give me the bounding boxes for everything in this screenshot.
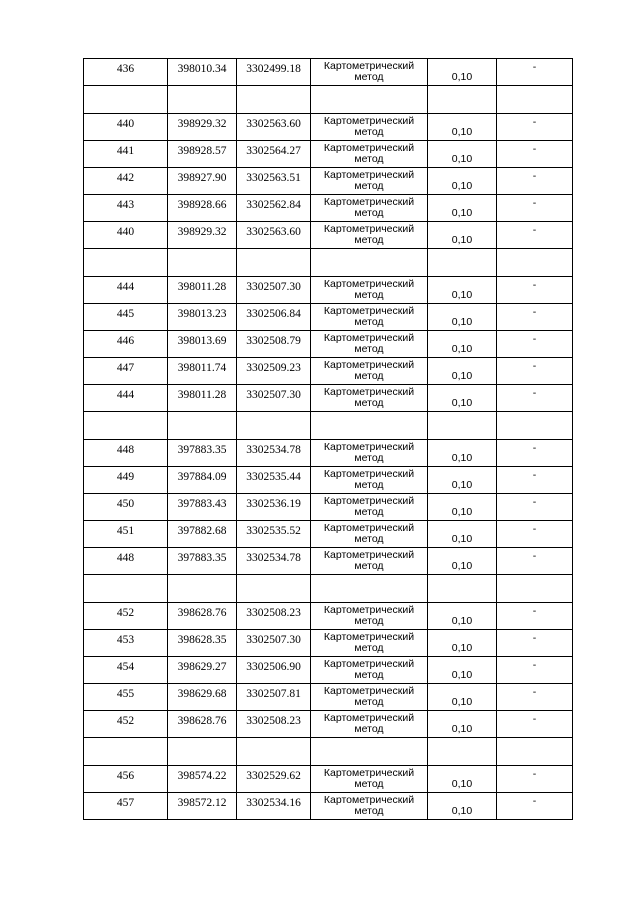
y-coordinate-cell: 3302507.30 xyxy=(237,630,311,657)
y-coordinate-cell: 3302509.23 xyxy=(237,358,311,385)
empty-cell xyxy=(428,86,497,114)
coordinates-table-body xyxy=(84,59,573,820)
table-row xyxy=(84,521,573,548)
note-cell: - xyxy=(497,793,573,820)
accuracy-cell: 0,10 xyxy=(428,168,497,195)
x-coordinate-cell: 398929.32 xyxy=(168,222,237,249)
note-cell: - xyxy=(497,548,573,575)
y-coordinate-cell: 3302563.60 xyxy=(237,114,311,141)
y-coordinate-cell: 3302535.52 xyxy=(237,521,311,548)
empty-cell xyxy=(168,249,237,277)
x-coordinate-cell: 398628.76 xyxy=(168,711,237,738)
note-cell: - xyxy=(497,494,573,521)
table-row xyxy=(84,766,573,793)
y-coordinate-cell: 3302562.84 xyxy=(237,195,311,222)
note-cell: - xyxy=(497,766,573,793)
empty-cell xyxy=(237,412,311,440)
y-coordinate-cell: 3302535.44 xyxy=(237,467,311,494)
accuracy-cell: 0,10 xyxy=(428,603,497,630)
empty-cell xyxy=(497,575,573,603)
empty-cell xyxy=(497,738,573,766)
method-cell: Картометрический метод xyxy=(311,684,428,711)
table-separator-row xyxy=(84,738,573,766)
empty-cell xyxy=(311,412,428,440)
point-number-cell: 448 xyxy=(84,548,168,575)
y-coordinate-cell: 3302506.84 xyxy=(237,304,311,331)
point-number-cell: 441 xyxy=(84,141,168,168)
table-row xyxy=(84,603,573,630)
x-coordinate-cell: 398629.68 xyxy=(168,684,237,711)
accuracy-cell: 0,10 xyxy=(428,711,497,738)
note-cell: - xyxy=(497,385,573,412)
table-row xyxy=(84,141,573,168)
method-cell: Картометрический метод xyxy=(311,358,428,385)
y-coordinate-cell: 3302534.16 xyxy=(237,793,311,820)
table-row xyxy=(84,222,573,249)
method-cell: Картометрический метод xyxy=(311,603,428,630)
y-coordinate-cell: 3302563.51 xyxy=(237,168,311,195)
note-cell: - xyxy=(497,657,573,684)
point-number-cell: 443 xyxy=(84,195,168,222)
note-cell: - xyxy=(497,358,573,385)
y-coordinate-cell: 3302499.18 xyxy=(237,59,311,86)
accuracy-cell: 0,10 xyxy=(428,440,497,467)
table-row xyxy=(84,494,573,521)
note-cell: - xyxy=(497,304,573,331)
table-row xyxy=(84,630,573,657)
note-cell: - xyxy=(497,630,573,657)
method-cell: Картометрический метод xyxy=(311,521,428,548)
method-cell: Картометрический метод xyxy=(311,793,428,820)
table-separator-row xyxy=(84,575,573,603)
method-cell: Картометрический метод xyxy=(311,440,428,467)
empty-cell xyxy=(428,249,497,277)
table-row xyxy=(84,358,573,385)
note-cell: - xyxy=(497,711,573,738)
x-coordinate-cell: 398928.66 xyxy=(168,195,237,222)
accuracy-cell: 0,10 xyxy=(428,467,497,494)
point-number-cell: 454 xyxy=(84,657,168,684)
method-cell: Картометрический метод xyxy=(311,195,428,222)
x-coordinate-cell: 398011.28 xyxy=(168,277,237,304)
note-cell: - xyxy=(497,603,573,630)
table-row xyxy=(84,195,573,222)
note-cell: - xyxy=(497,331,573,358)
empty-cell xyxy=(428,575,497,603)
point-number-cell: 457 xyxy=(84,793,168,820)
point-number-cell: 440 xyxy=(84,114,168,141)
x-coordinate-cell: 398628.35 xyxy=(168,630,237,657)
table-row xyxy=(84,114,573,141)
accuracy-cell: 0,10 xyxy=(428,304,497,331)
y-coordinate-cell: 3302507.81 xyxy=(237,684,311,711)
note-cell: - xyxy=(497,277,573,304)
y-coordinate-cell: 3302534.78 xyxy=(237,548,311,575)
y-coordinate-cell: 3302529.62 xyxy=(237,766,311,793)
method-cell: Картометрический метод xyxy=(311,548,428,575)
table-row xyxy=(84,168,573,195)
note-cell: - xyxy=(497,684,573,711)
empty-cell xyxy=(84,249,168,277)
x-coordinate-cell: 397883.43 xyxy=(168,494,237,521)
empty-cell xyxy=(311,86,428,114)
point-number-cell: 447 xyxy=(84,358,168,385)
method-cell: Картометрический метод xyxy=(311,304,428,331)
point-number-cell: 442 xyxy=(84,168,168,195)
empty-cell xyxy=(168,738,237,766)
empty-cell xyxy=(428,738,497,766)
table-row xyxy=(84,385,573,412)
note-cell: - xyxy=(497,440,573,467)
method-cell: Картометрический метод xyxy=(311,222,428,249)
accuracy-cell: 0,10 xyxy=(428,277,497,304)
table-row xyxy=(84,331,573,358)
accuracy-cell: 0,10 xyxy=(428,331,497,358)
note-cell: - xyxy=(497,59,573,86)
table-separator-row xyxy=(84,249,573,277)
accuracy-cell: 0,10 xyxy=(428,766,497,793)
accuracy-cell: 0,10 xyxy=(428,141,497,168)
accuracy-cell: 0,10 xyxy=(428,222,497,249)
accuracy-cell: 0,10 xyxy=(428,114,497,141)
x-coordinate-cell: 397883.35 xyxy=(168,548,237,575)
method-cell: Картометрический метод xyxy=(311,277,428,304)
accuracy-cell: 0,10 xyxy=(428,548,497,575)
accuracy-cell: 0,10 xyxy=(428,630,497,657)
coordinates-table xyxy=(83,58,573,820)
method-cell: Картометрический метод xyxy=(311,141,428,168)
empty-cell xyxy=(84,412,168,440)
table-row xyxy=(84,711,573,738)
empty-cell xyxy=(428,412,497,440)
table-row xyxy=(84,793,573,820)
method-cell: Картометрический метод xyxy=(311,59,428,86)
x-coordinate-cell: 398572.12 xyxy=(168,793,237,820)
empty-cell xyxy=(168,412,237,440)
table-row xyxy=(84,548,573,575)
table-row xyxy=(84,684,573,711)
y-coordinate-cell: 3302534.78 xyxy=(237,440,311,467)
y-coordinate-cell: 3302536.19 xyxy=(237,494,311,521)
x-coordinate-cell: 397883.35 xyxy=(168,440,237,467)
point-number-cell: 444 xyxy=(84,277,168,304)
table-separator-row xyxy=(84,412,573,440)
x-coordinate-cell: 398011.28 xyxy=(168,385,237,412)
y-coordinate-cell: 3302507.30 xyxy=(237,277,311,304)
accuracy-cell: 0,10 xyxy=(428,358,497,385)
x-coordinate-cell: 398629.27 xyxy=(168,657,237,684)
y-coordinate-cell: 3302506.90 xyxy=(237,657,311,684)
empty-cell xyxy=(237,738,311,766)
point-number-cell: 436 xyxy=(84,59,168,86)
method-cell: Картометрический метод xyxy=(311,711,428,738)
note-cell: - xyxy=(497,168,573,195)
table-row xyxy=(84,657,573,684)
empty-cell xyxy=(84,86,168,114)
table-row xyxy=(84,277,573,304)
empty-cell xyxy=(84,738,168,766)
point-number-cell: 444 xyxy=(84,385,168,412)
y-coordinate-cell: 3302508.79 xyxy=(237,331,311,358)
note-cell: - xyxy=(497,195,573,222)
accuracy-cell: 0,10 xyxy=(428,793,497,820)
y-coordinate-cell: 3302507.30 xyxy=(237,385,311,412)
method-cell: Картометрический метод xyxy=(311,630,428,657)
point-number-cell: 451 xyxy=(84,521,168,548)
x-coordinate-cell: 398929.32 xyxy=(168,114,237,141)
accuracy-cell: 0,10 xyxy=(428,494,497,521)
empty-cell xyxy=(84,575,168,603)
method-cell: Картометрический метод xyxy=(311,331,428,358)
point-number-cell: 449 xyxy=(84,467,168,494)
note-cell: - xyxy=(497,521,573,548)
point-number-cell: 448 xyxy=(84,440,168,467)
point-number-cell: 445 xyxy=(84,304,168,331)
empty-cell xyxy=(168,86,237,114)
note-cell: - xyxy=(497,114,573,141)
x-coordinate-cell: 398927.90 xyxy=(168,168,237,195)
point-number-cell: 446 xyxy=(84,331,168,358)
table-row xyxy=(84,467,573,494)
y-coordinate-cell: 3302508.23 xyxy=(237,603,311,630)
empty-cell xyxy=(497,412,573,440)
note-cell: - xyxy=(497,141,573,168)
accuracy-cell: 0,10 xyxy=(428,657,497,684)
empty-cell xyxy=(237,86,311,114)
y-coordinate-cell: 3302564.27 xyxy=(237,141,311,168)
empty-cell xyxy=(497,86,573,114)
accuracy-cell: 0,10 xyxy=(428,59,497,86)
point-number-cell: 452 xyxy=(84,603,168,630)
point-number-cell: 456 xyxy=(84,766,168,793)
method-cell: Картометрический метод xyxy=(311,657,428,684)
point-number-cell: 455 xyxy=(84,684,168,711)
empty-cell xyxy=(311,249,428,277)
x-coordinate-cell: 398574.22 xyxy=(168,766,237,793)
x-coordinate-cell: 398013.23 xyxy=(168,304,237,331)
method-cell: Картометрический метод xyxy=(311,114,428,141)
point-number-cell: 453 xyxy=(84,630,168,657)
accuracy-cell: 0,10 xyxy=(428,195,497,222)
x-coordinate-cell: 397882.68 xyxy=(168,521,237,548)
empty-cell xyxy=(311,738,428,766)
point-number-cell: 452 xyxy=(84,711,168,738)
x-coordinate-cell: 398013.69 xyxy=(168,331,237,358)
note-cell: - xyxy=(497,222,573,249)
accuracy-cell: 0,10 xyxy=(428,684,497,711)
x-coordinate-cell: 398928.57 xyxy=(168,141,237,168)
table-row xyxy=(84,440,573,467)
empty-cell xyxy=(237,249,311,277)
note-cell: - xyxy=(497,467,573,494)
x-coordinate-cell: 397884.09 xyxy=(168,467,237,494)
method-cell: Картометрический метод xyxy=(311,494,428,521)
method-cell: Картометрический метод xyxy=(311,467,428,494)
y-coordinate-cell: 3302563.60 xyxy=(237,222,311,249)
empty-cell xyxy=(237,575,311,603)
x-coordinate-cell: 398010.34 xyxy=(168,59,237,86)
method-cell: Картометрический метод xyxy=(311,168,428,195)
point-number-cell: 440 xyxy=(84,222,168,249)
point-number-cell: 450 xyxy=(84,494,168,521)
accuracy-cell: 0,10 xyxy=(428,385,497,412)
x-coordinate-cell: 398628.76 xyxy=(168,603,237,630)
table-row xyxy=(84,59,573,86)
method-cell: Картометрический метод xyxy=(311,766,428,793)
x-coordinate-cell: 398011.74 xyxy=(168,358,237,385)
empty-cell xyxy=(168,575,237,603)
table-separator-row xyxy=(84,86,573,114)
empty-cell xyxy=(497,249,573,277)
y-coordinate-cell: 3302508.23 xyxy=(237,711,311,738)
accuracy-cell: 0,10 xyxy=(428,521,497,548)
table-row xyxy=(84,304,573,331)
empty-cell xyxy=(311,575,428,603)
method-cell: Картометрический метод xyxy=(311,385,428,412)
